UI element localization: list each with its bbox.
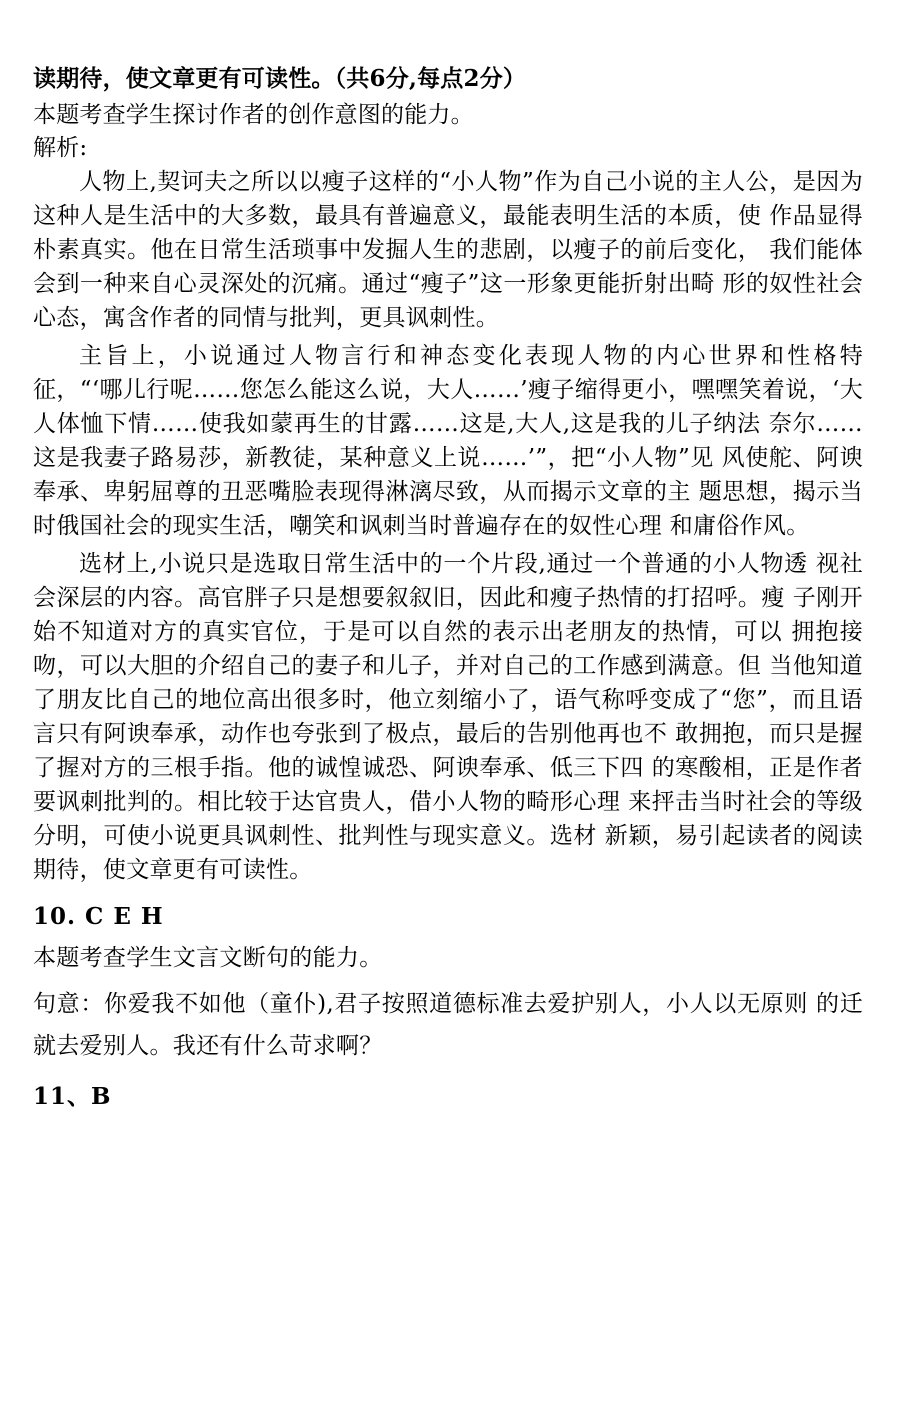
- paragraph-material: 选材上,小说只是选取日常生活中的一个片段,通过一个普通的小人物透 视社会深层的内容。高官胖子只是想要叙叙旧，因此和瘦子热情的打招呼。瘦 子刚开始不知道对方的真实官位，于是可以自然的表示出老朋友的热情，可以 拥抱接吻，可以大胆的介绍自己的妻子和儿子，并对自己的工作感到满意。但 当他知道了朋友比自己的地位高出很多时，他立刻缩小了，语气称呼变成了“您”，而且语言只有阿谀奉承，动作也夸张到了极点，最后的告别他再也不 敢拥抱，而只是握了握对方的三根手指。他的诚惶诚恐、阿谀奉承、低三下四 的寒酸相，正是作者要讽刺批判的。相比较于达官贵人，借小人物的畸形心理 来抨击当时社会的等级分明，可使小说更具讽刺性、批判性与现实意义。选材 新颖，易引起读者的阅读期待，使文章更有可读性。: [33, 551, 863, 883]
- analysis-label: 解析:: [33, 135, 88, 161]
- q10-ability-statement: 本题考查学生文言文断句的能力。: [33, 945, 383, 971]
- q10-answer: 10. C E H: [33, 903, 164, 930]
- q11-answer: 11、B: [33, 1083, 112, 1110]
- paragraph-character: 人物上,契诃夫之所以以瘦子这样的“小人物”作为自己小说的主人公，是因为这种人是生活中的大多数，最具有普遍意义，最能表明生活的本质，使 作品显得朴素真实。他在日常生活琐事中发掘人生的悲剧，以瘦子的前后变化， 我们能体会到一种来自心灵深处的沉痛。通过“瘦子”这一形象更能折射出畸 形的奴性社会心态，寓含作者的同情与批判，更具讽刺性。: [33, 169, 863, 331]
- q10-sentence-meaning: 句意：你爱我不如他（童仆),君子按照道德标准去爱护别人，小人以无原则 的迁就去爱别人。我还有什么苛求啊？: [33, 991, 863, 1059]
- document-page: [33, 62, 863, 1113]
- q9-ability-statement: 本题考查学生探讨作者的创作意图的能力。: [33, 102, 474, 128]
- paragraph-theme: 主旨上，小说通过人物言行和神态变化表现人物的内心世界和性格特征，“‘哪儿行呢……您怎么能这么说，大人……’瘦子缩得更小，嘿嘿笑着说，‘大人体恤下情……使我如蒙再生的甘露……这是,大人,这是我的儿子纳法 奈尔……这是我妻子路易莎，新教徒，某种意义上说……’”，把“小人物”见 风使舵、阿谀奉承、卑躬屈尊的丑恶嘴脸表现得淋漓尽致，从而揭示文章的主 题思想，揭示当时俄国社会的现实生活，嘲笑和讽刺当时普遍存在的奴性心理 和庸俗作风。: [33, 343, 863, 539]
- intro-heading: 读期待，使文章更有可读性。（共6分,每点2分）: [33, 65, 527, 92]
